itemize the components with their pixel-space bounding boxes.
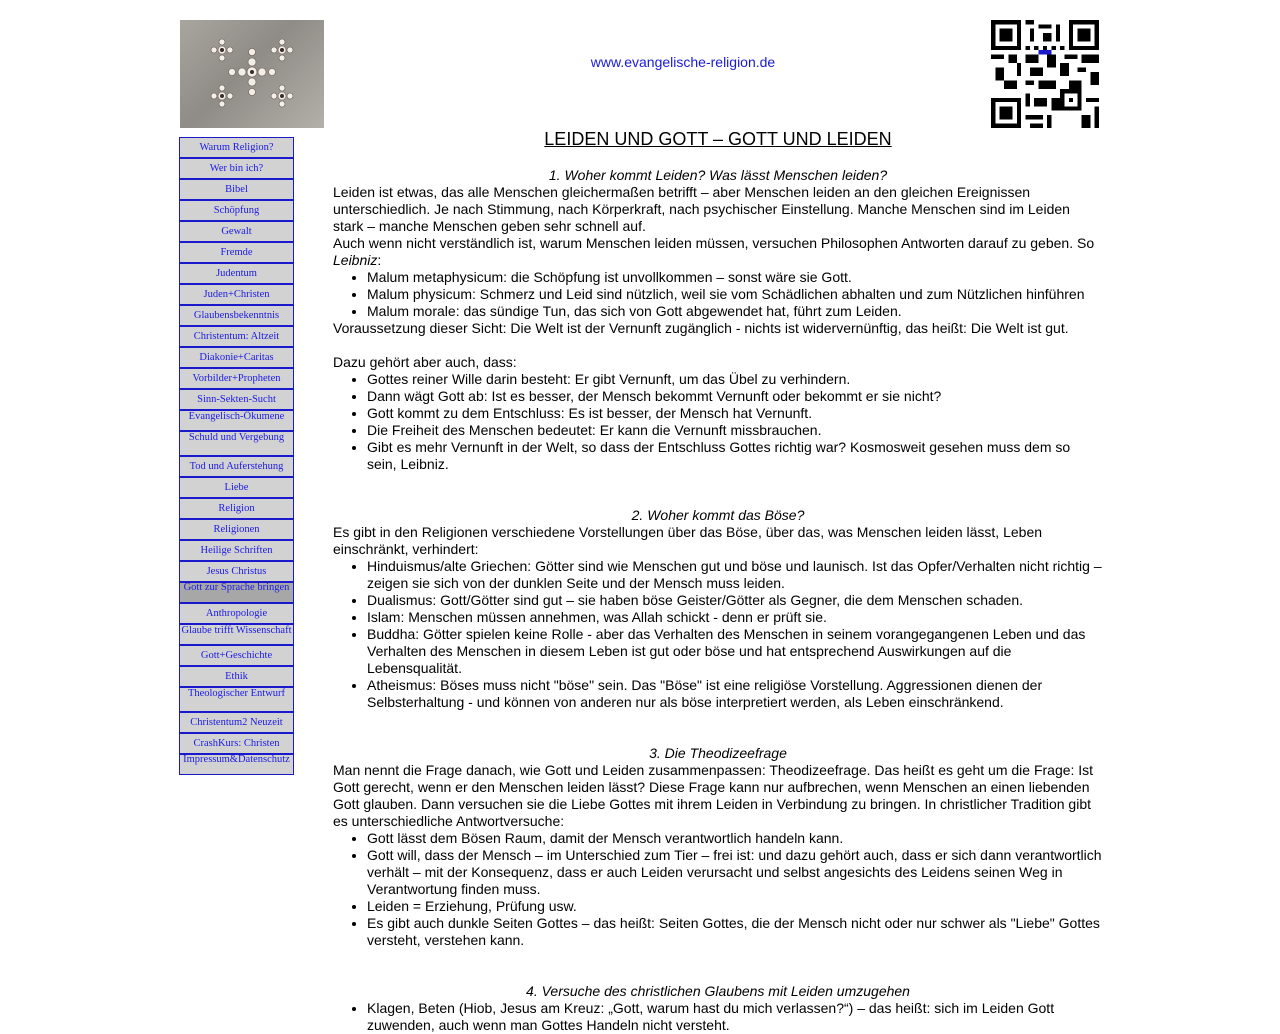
list-item: • Gottes reiner Wille darin besteht: Er gibt Vernunft, um das Übel zu verhindern.	[367, 371, 1103, 388]
list-item: • Gott lässt dem Bösen Raum, damit der Mensch verantwortlich handeln kann.	[367, 830, 1103, 847]
list-item: • Atheismus: Böses muss nicht "böse" sein. Das "Böse" ist eine religiöse Vorstellung. Aggressionen dienen der Selbsterhaltung - und können von anderen nur als böse interpretiert werden, als Leben einschränkend.	[367, 677, 1103, 711]
section-1-paragraph-4: Dazu gehört aber auch, dass:	[333, 354, 517, 370]
nav-item-anthropologie[interactable]: Anthropologie	[179, 603, 294, 624]
list-item: • Malum metaphysicum: die Schöpfung ist unvollkommen – sonst wäre sie Gott.	[367, 269, 1103, 286]
nav-item-schoepfung[interactable]: Schöpfung	[179, 200, 294, 221]
section-1-list-1	[333, 269, 1103, 320]
nav-item-gott-geschichte[interactable]: Gott+Geschichte	[179, 645, 294, 666]
leibniz-name: Leibniz	[333, 252, 378, 268]
section-1-paragraph-2-text: Auch wenn nicht verständlich ist, warum Menschen leiden müssen, versuchen Philosophen Antworten darauf zu geben. So	[333, 235, 1095, 251]
list-item: • Gott will, dass der Mensch – im Unterschied zum Tier – frei ist: und dazu gehört auch, dass er sich dann verantwortlich verhält – mit der Konsequenz, dass er auch Leiden verursacht und selbst angesichts des Leidens seinen Weg in Verantwortung finden muss.	[367, 847, 1103, 898]
section-1-paragraph-3: Voraussetzung dieser Sicht: Die Welt ist der Vernunft zugänglich - nichts ist widervernünftig, das heißt: Die Welt ist gut.	[333, 320, 1069, 336]
section-4-heading: 4. Versuche des christlichen Glaubens mit Leiden umzugehen	[526, 983, 910, 999]
nav-item-liebe[interactable]: Liebe	[179, 477, 294, 498]
main-content	[333, 128, 1103, 1034]
section-1-paragraph-2	[333, 235, 1103, 269]
section-1-heading: 1. Woher kommt Leiden? Was lässt Menschen leiden?	[548, 167, 888, 183]
nav-item-fremde[interactable]: Fremde	[179, 242, 294, 263]
list-item: • Buddha: Götter spielen keine Rolle - aber das Verhalten des Menschen in seinem vorangegangenen Leben und das Verhalten des Menschen in diesem Leben ist gut oder böse und hat entsprechend Auswirkungen auf die Lebensqualität.	[367, 626, 1103, 677]
qr-code-image	[990, 20, 1100, 128]
list-item: • Klagen, Beten (Hiob, Jesus am Kreuz: „Gott, warum hast du mich verlassen?“) – das heißt: sich im Leiden Gott zuwenden, auch wenn man Gottes Handeln nicht versteht.	[367, 1000, 1103, 1034]
nav-item-ethik[interactable]: Ethik	[179, 666, 294, 687]
nav-item-christentum-altzeit[interactable]: Christentum: Altzeit	[179, 326, 294, 347]
sidebar-nav	[179, 137, 294, 775]
nav-item-theologischer-entwurf[interactable]: Theologischer Entwurf	[179, 687, 294, 712]
nav-item-warum-religion[interactable]: Warum Religion?	[179, 137, 294, 158]
list-item: • Malum morale: das sündige Tun, das sich von Gott abgewendet hat, führt zum Leiden.	[367, 303, 1103, 320]
nav-item-gott-zur-sprache-bringen[interactable]: Gott zur Sprache bringen	[179, 582, 294, 603]
section-1-list-2	[333, 371, 1103, 473]
nav-item-jesus-christus[interactable]: Jesus Christus	[179, 561, 294, 582]
section-2-list	[333, 558, 1103, 711]
nav-item-schuld-und-vergebung[interactable]: Schuld und Vergebung	[179, 431, 294, 456]
nav-item-wer-bin-ich[interactable]: Wer bin ich?	[179, 158, 294, 179]
nav-item-vorbilder-propheten[interactable]: Vorbilder+Propheten	[179, 368, 294, 389]
section-1-paragraph-2-colon: :	[377, 252, 382, 268]
page-title: LEIDEN UND GOTT – GOTT UND LEIDEN	[544, 129, 892, 149]
list-item: • Die Freiheit des Menschen bedeutet: Er kann die Vernunft missbrauchen.	[367, 422, 1103, 439]
list-item: • Islam: Menschen müssen annehmen, was Allah schickt - denn er prüft sie.	[367, 609, 1103, 626]
nav-item-diakonie-caritas[interactable]: Diakonie+Caritas	[179, 347, 294, 368]
nav-item-crashkurs-christen[interactable]: CrashKurs: Christen	[179, 733, 294, 754]
section-1-paragraph-1: Leiden ist etwas, das alle Menschen gleichermaßen betrifft – aber Menschen leiden an den gleichen Ereignissen unterschiedlich. Je nach Stimmung, nach Körperkraft, nach psychischer Einstellung. Manche Menschen sind im Leiden stark – manche Menschen geben sehr schnell auf.	[333, 184, 1070, 234]
nav-item-evangelisch-oekumene[interactable]: Evangelisch-Ökumene	[179, 410, 294, 431]
nav-item-heilige-schriften[interactable]: Heilige Schriften	[179, 540, 294, 561]
nav-item-impressum-datenschutz[interactable]: Impressum&Datenschutz	[179, 754, 294, 775]
nav-item-judentum[interactable]: Judentum	[179, 263, 294, 284]
section-3-list	[333, 830, 1103, 949]
nav-item-bibel[interactable]: Bibel	[179, 179, 294, 200]
section-4-list	[333, 1000, 1103, 1034]
list-item: • Leiden = Erziehung, Prüfung usw.	[367, 898, 1103, 915]
nav-item-tod-und-auferstehung[interactable]: Tod und Auferstehung	[179, 456, 294, 477]
section-2-paragraph-1: Es gibt in den Religionen verschiedene Vorstellungen über das Böse, über das, was Menschen leiden lässt, Leben einschränkt, verhindert:	[333, 524, 1043, 557]
list-item: • Gibt es mehr Vernunft in der Welt, so dass der Entschluss Gottes richtig war? Kosmosweit gesehen muss dem so sein, Leibniz.	[367, 439, 1103, 473]
header-logo-image	[180, 20, 324, 128]
section-3-heading: 3. Die Theodizeefrage	[649, 745, 787, 761]
list-item: • Dualismus: Gott/Götter sind gut – sie haben böse Geister/Götter als Gegner, die dem Menschen schaden.	[367, 592, 1103, 609]
list-item: • Hinduismus/alte Griechen: Götter sind wie Menschen gut und böse und launisch. Ist das Opfer/Verhalten nicht richtig – zeigen sie sich von der dunklen Seite und der Mensch muss leiden.	[367, 558, 1103, 592]
nav-item-juden-christen[interactable]: Juden+Christen	[179, 284, 294, 305]
site-url-link[interactable]: www.evangelische-religion.de	[590, 54, 776, 70]
nav-item-religion[interactable]: Religion	[179, 498, 294, 519]
nav-item-glaube-trifft-wissenschaft[interactable]: Glaube trifft Wissenschaft	[179, 624, 294, 645]
list-item: • Malum physicum: Schmerz und Leid sind nützlich, weil sie vom Schädlichen abhalten und zum Nützlichen hinführen	[367, 286, 1103, 303]
section-2-heading: 2. Woher kommt das Böse?	[631, 507, 805, 523]
list-item: • Es gibt auch dunkle Seiten Gottes – das heißt: Seiten Gottes, die der Mensch nicht oder nur schwer als "Liebe" Gottes versteht, verstehen kann.	[367, 915, 1103, 949]
nav-item-christentum2-neuzeit[interactable]: Christentum2 Neuzeit	[179, 712, 294, 733]
nav-item-sinn-sekten-sucht[interactable]: Sinn-Sekten-Sucht	[179, 389, 294, 410]
nav-item-religionen[interactable]: Religionen	[179, 519, 294, 540]
section-3-paragraph-1: Man nennt die Frage danach, wie Gott und Leiden zusammenpassen: Theodizeefrage. Das heißt es geht um die Frage: Ist Gott gerecht, wenn er den Menschen leiden lässt? Diese Frage kann nur aufbrechen, wenn Menschen an einen liebenden Gott glauben. Dann versuchen sie die Liebe Gottes mit ihrem Leiden in Verbindung zu bringen. In christlicher Tradition gibt es unterschiedliche Antwortversuche:	[333, 762, 1094, 829]
nav-item-gewalt[interactable]: Gewalt	[179, 221, 294, 242]
nav-item-glaubensbekenntnis[interactable]: Glaubensbekenntnis	[179, 305, 294, 326]
list-item: • Gott kommt zu dem Entschluss: Es ist besser, der Mensch hat Vernunft.	[367, 405, 1103, 422]
list-item: • Dann wägt Gott ab: Ist es besser, der Mensch bekommt Vernunft oder bekommt er sie nicht?	[367, 388, 1103, 405]
